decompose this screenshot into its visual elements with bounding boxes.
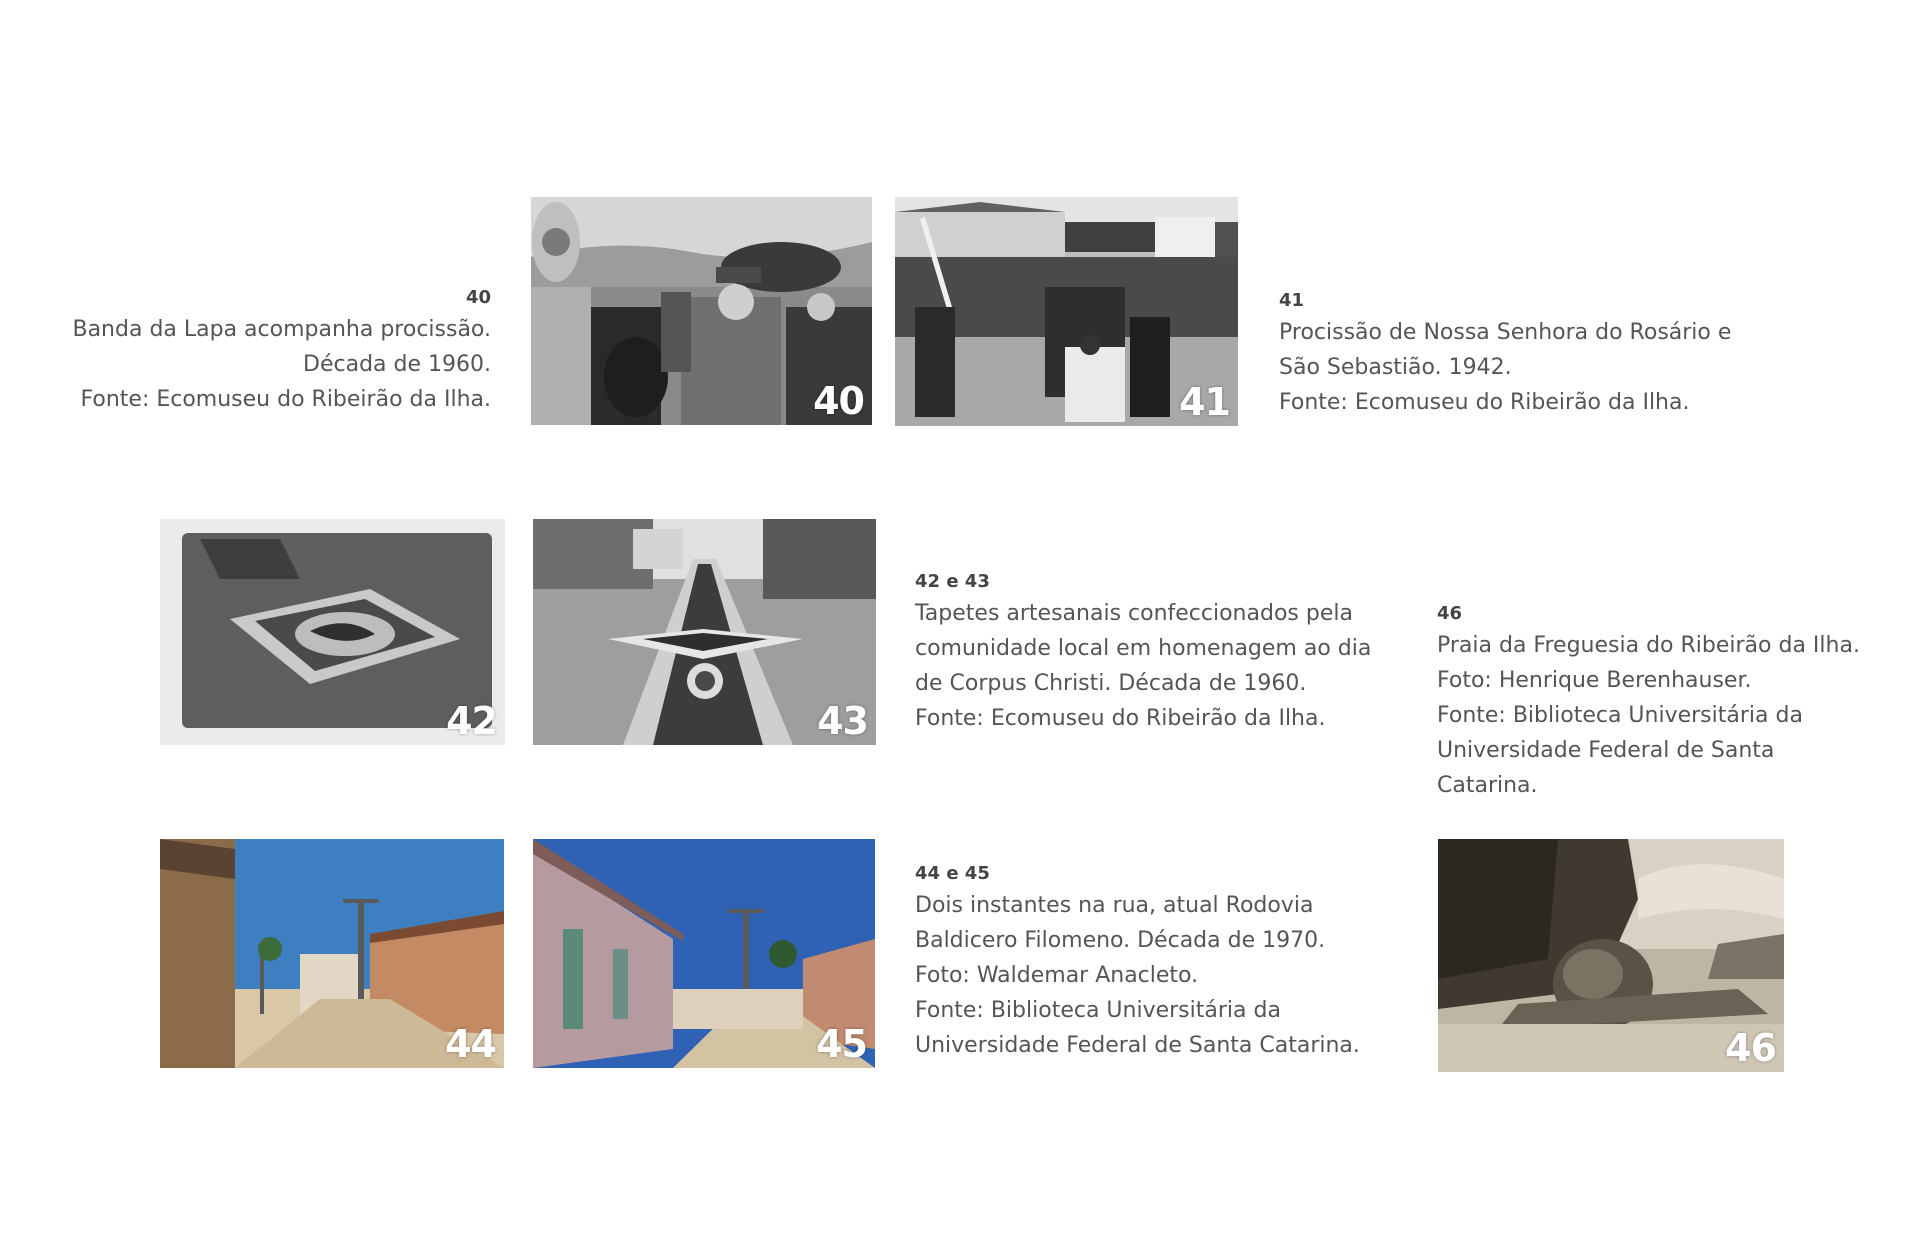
photo-41 [895,197,1238,426]
caption-number: 41 [1279,290,1305,311]
caption-line: Fonte: Biblioteca Universitária da [915,998,1281,1023]
caption-line: Universidade Federal de Santa Catarina. [915,1033,1360,1058]
photo-44 [160,839,504,1068]
caption-line: Tapetes artesanais confeccionados pela [915,601,1353,626]
photo-number-label: 44 [445,1022,496,1066]
caption-line: Dois instantes na rua, atual Rodovia [915,893,1314,918]
caption-number: 42 e 43 [915,571,990,592]
caption-41 [1279,287,1731,420]
photo-46 [1438,839,1784,1072]
photo-number-label: 45 [816,1022,867,1066]
caption-line: Universidade Federal de Santa [1437,738,1775,763]
caption-line: Fonte: Ecomuseu do Ribeirão da Ilha. [915,706,1326,731]
caption-42-43 [915,568,1371,736]
caption-line: Fonte: Biblioteca Universitária da [1437,703,1803,728]
caption-line: Praia da Freguesia do Ribeirão da Ilha. [1437,633,1860,658]
photo-number-label: 46 [1725,1026,1776,1070]
photo-43 [533,519,876,745]
caption-line: de Corpus Christi. Década de 1960. [915,671,1307,696]
caption-line: Baldicero Filomeno. Década de 1970. [915,928,1326,953]
caption-44-45 [915,860,1360,1063]
photo-number-label: 41 [1179,380,1230,424]
photo-42 [160,519,505,745]
caption-line: Fonte: Ecomuseu do Ribeirão da Ilha. [1279,390,1690,415]
caption-line: comunidade local em homenagem ao dia [915,636,1372,661]
caption-line: Banda da Lapa acompanha procissão. [72,317,491,342]
photo-number-label: 42 [446,699,497,743]
photo-number-label: 40 [813,379,864,423]
caption-number: 40 [465,287,491,308]
caption-40 [72,284,491,417]
caption-line: São Sebastião. 1942. [1279,355,1512,380]
photo-45 [533,839,875,1068]
caption-line: Procissão de Nossa Senhora do Rosário e [1279,320,1732,345]
caption-number: 46 [1437,603,1463,624]
caption-46 [1437,600,1860,803]
caption-line: Foto: Henrique Berenhauser. [1437,668,1752,693]
caption-line: Foto: Waldemar Anacleto. [915,963,1199,988]
caption-number: 44 e 45 [915,863,990,884]
photo-number-label: 43 [817,699,868,743]
photo-40 [531,197,872,425]
caption-line: Década de 1960. [303,352,491,377]
caption-line: Catarina. [1437,773,1538,798]
caption-line: Fonte: Ecomuseu do Ribeirão da Ilha. [80,387,491,412]
